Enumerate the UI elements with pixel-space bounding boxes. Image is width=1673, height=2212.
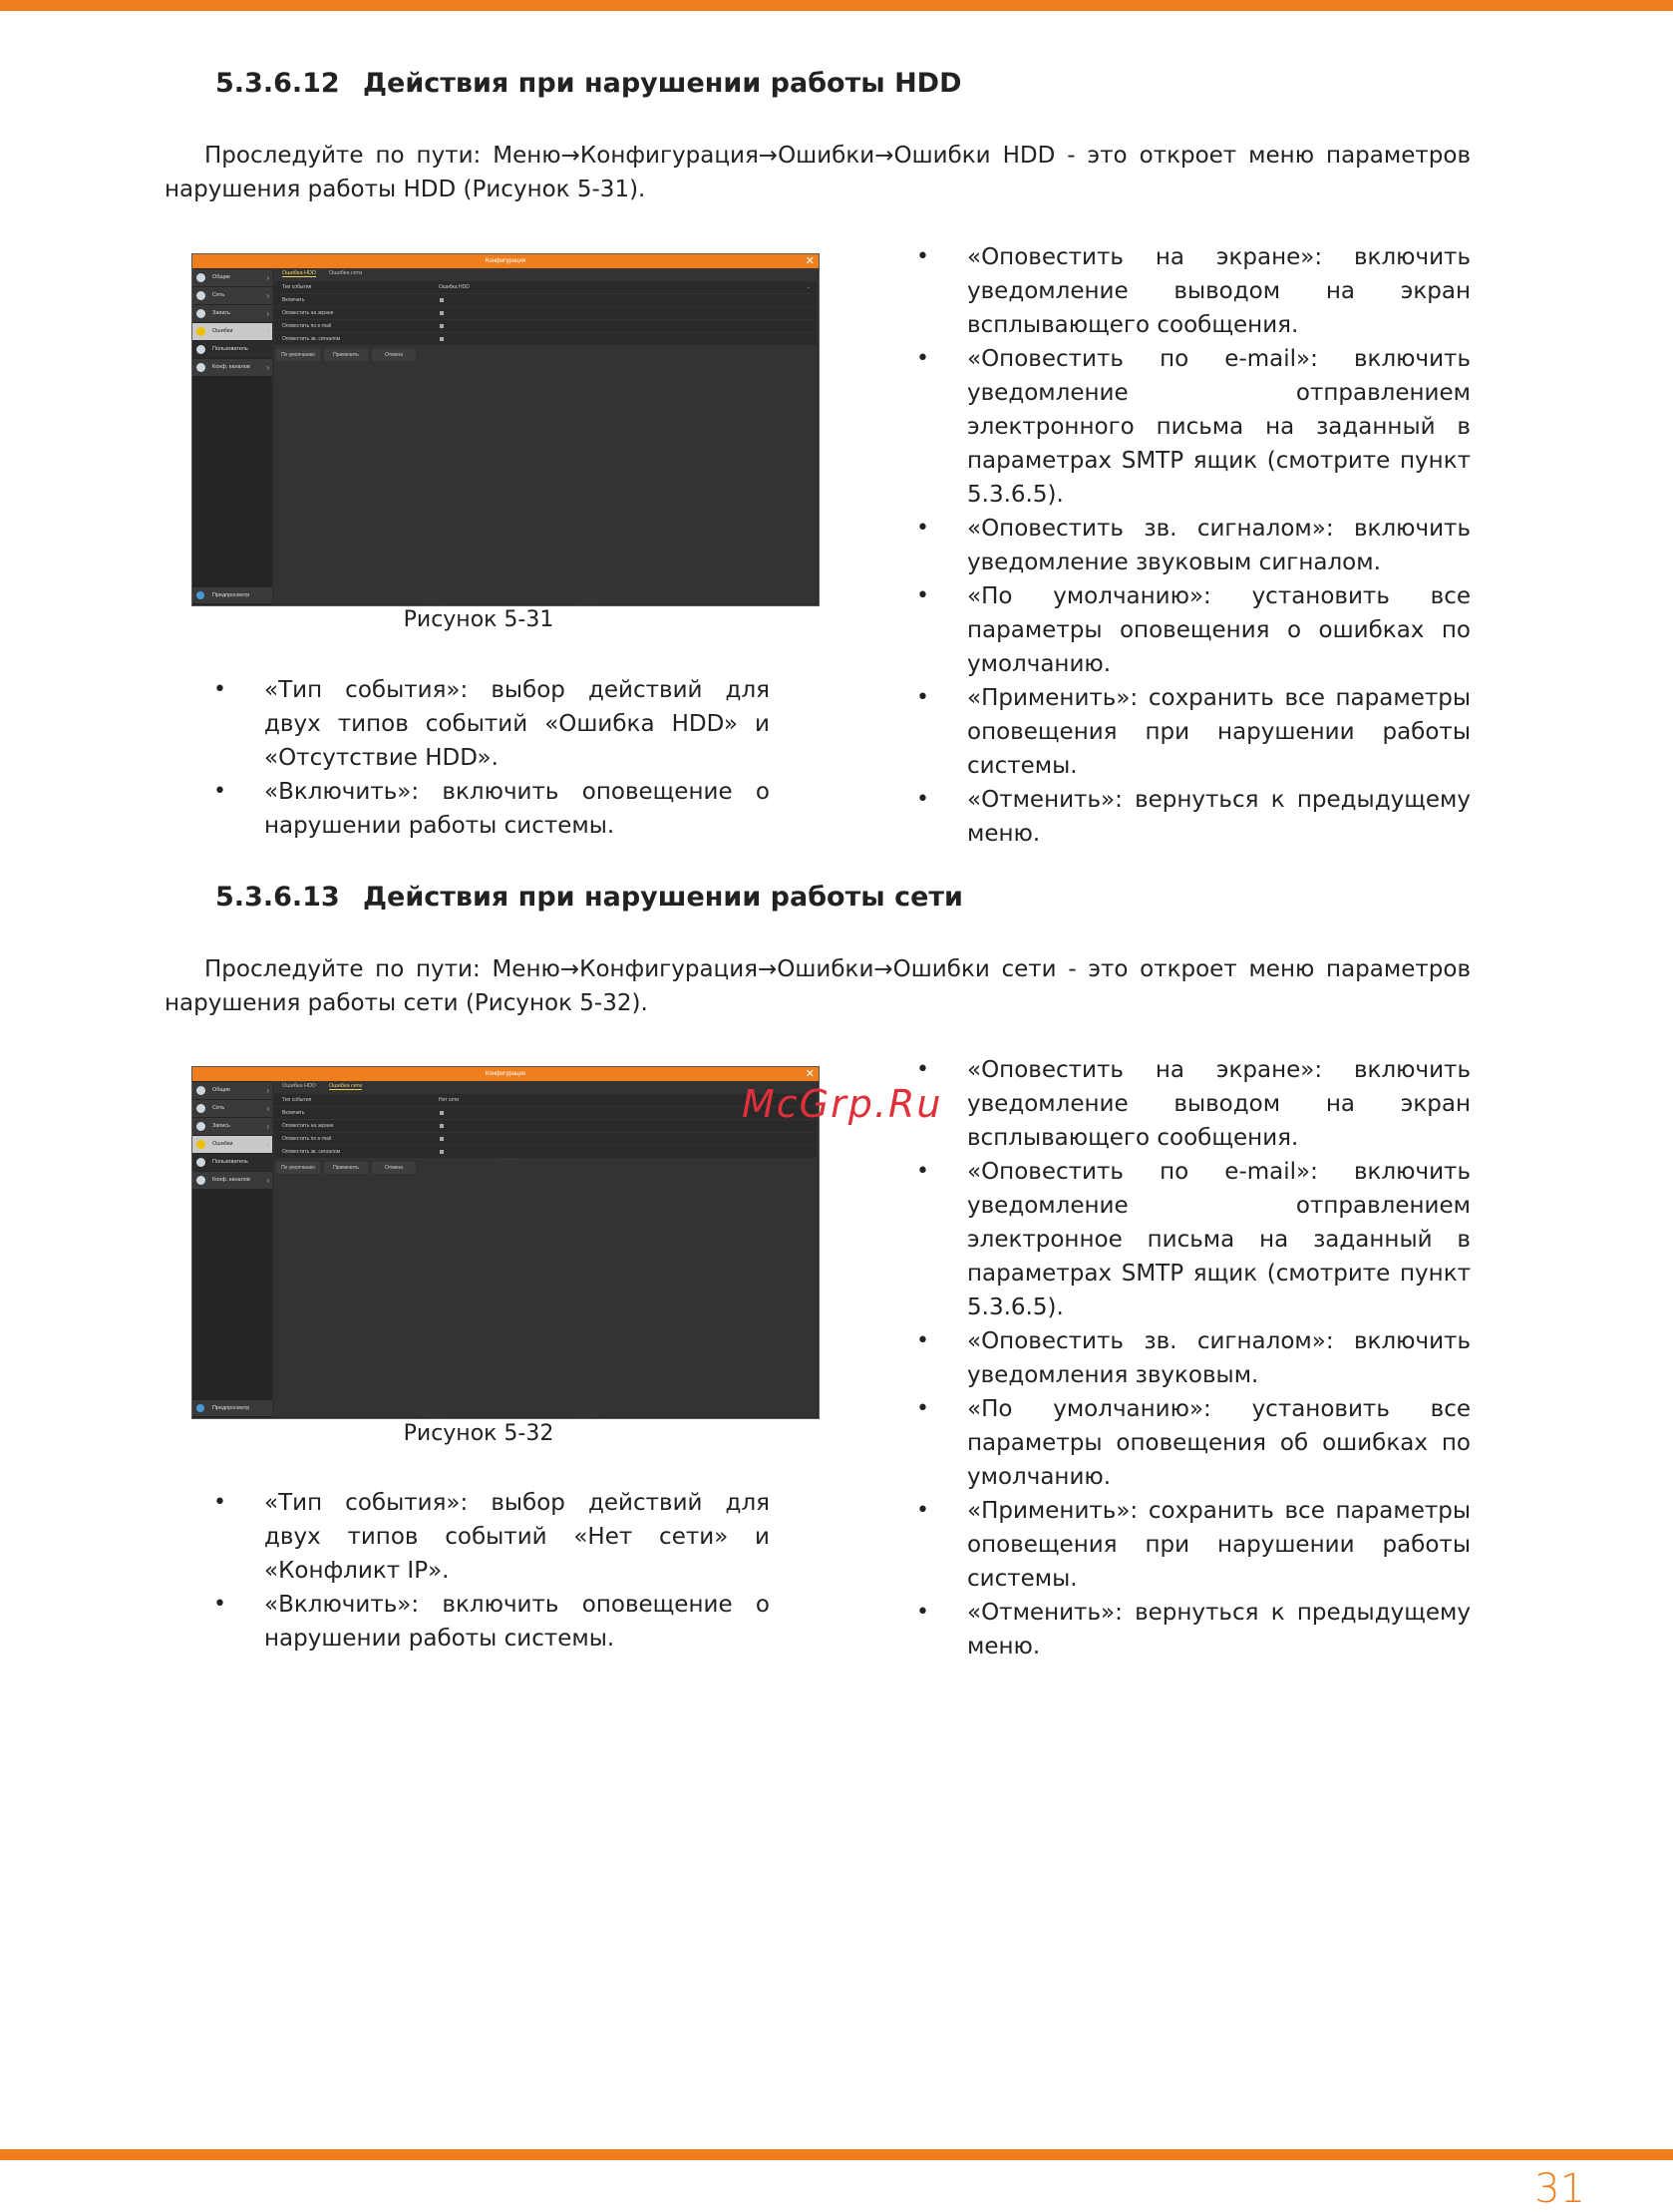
tab-network-error: Ошибка сети	[329, 1083, 363, 1089]
tab-network-error: Ошибка сети	[329, 270, 363, 276]
checkbox	[440, 324, 444, 328]
sidebar-item-label: Общие	[212, 274, 231, 280]
checkbox	[440, 1150, 444, 1154]
row-label: Оповестить зв. сигналом	[282, 1149, 341, 1155]
sidebar-item-label: Конф. каналов	[212, 364, 250, 370]
record-icon	[196, 309, 205, 318]
row-label: Оповестить на экране	[282, 310, 334, 316]
row-label: Включить	[282, 1110, 305, 1116]
background-logo	[332, 336, 687, 606]
sidebar-item-label: Пользователь	[212, 1159, 248, 1165]
row-notify-sound	[274, 333, 817, 345]
checkbox	[440, 337, 444, 341]
sidebar-item-channels	[192, 1172, 272, 1189]
sidebar-item-label: Запись	[212, 1123, 231, 1129]
chevron-right-icon: ›	[266, 1086, 269, 1095]
close-icon: ✕	[805, 1068, 815, 1080]
sidebar-item-network	[192, 1100, 272, 1117]
row-notify-screen	[274, 1120, 817, 1132]
right-bullets-hdd	[914, 240, 1471, 851]
sidebar-item-record	[192, 305, 272, 322]
config-main	[274, 268, 817, 603]
chevron-right-icon: ›	[266, 1140, 269, 1149]
section-number: 5.3.6.13	[215, 882, 340, 913]
channels-icon	[196, 1176, 205, 1185]
list-item: • «По умолчанию»: установить все параметры оповещения о ошибках по умолчанию.	[914, 579, 1471, 681]
list-item: • «Оповестить на экране»: включить уведомление выводом на экран всплывающего сообщения.	[914, 1053, 1471, 1155]
list-item: • «Оповестить по e-mail»: включить уведомление отправлением электронное письма на заданный в параметрах SMTP ящик (смотрите пункт 5.3.6.5).	[914, 1155, 1471, 1324]
checkbox	[440, 298, 444, 302]
cancel-button: Отмена	[372, 349, 416, 361]
default-button: По умолчанию	[276, 349, 320, 361]
row-label: Тип события	[282, 284, 312, 290]
sidebar-item-record	[192, 1118, 272, 1135]
user-icon	[196, 345, 205, 354]
row-label: Включить	[282, 297, 305, 303]
sidebar-preview-label: Предпросмотр	[212, 592, 250, 598]
left-bullets-hdd	[211, 673, 770, 843]
channels-icon	[196, 363, 205, 372]
chevron-right-icon: ›	[266, 291, 269, 300]
sidebar-item-user	[192, 341, 272, 358]
sidebar-preview	[192, 1400, 272, 1416]
row-enable	[274, 1107, 817, 1119]
row-label: Оповестить зв. сигналом	[282, 336, 341, 342]
close-icon: ✕	[805, 255, 815, 267]
sidebar-item-user	[192, 1154, 272, 1171]
sidebar-item-general	[192, 269, 272, 286]
sidebar-preview-label: Предпросмотр	[212, 1405, 250, 1411]
section-title: Действия при нарушении работы сети	[363, 882, 963, 913]
sidebar-preview	[192, 587, 272, 603]
checkbox	[440, 1137, 444, 1141]
page-number: 31	[1534, 2166, 1585, 2212]
row-event-type	[274, 1094, 817, 1106]
list-item: • «Включить»: включить оповещение о нарушении работы системы.	[211, 1588, 770, 1656]
section-number: 5.3.6.12	[215, 68, 340, 99]
background-logo	[332, 1149, 687, 1419]
section-heading-hdd	[215, 68, 962, 99]
cancel-button: Отмена	[372, 1162, 416, 1174]
sidebar-item-label: Ошибки	[212, 328, 233, 334]
sidebar-item-errors	[192, 323, 272, 340]
sidebar-item-network	[192, 287, 272, 304]
list-item: • «Оповестить по e-mail»: включить уведомление отправлением электронного письма на заданный в параметрах SMTP ящик (смотрите пункт 5.3.6.5).	[914, 342, 1471, 512]
preview-icon	[196, 1404, 204, 1412]
checkbox	[440, 311, 444, 315]
sidebar-item-label: Конф. каналов	[212, 1177, 250, 1183]
window-title: Конфигурация	[485, 1071, 526, 1077]
figure-caption-5-31: Рисунок 5-31	[403, 607, 554, 632]
row-label: Оповестить по e-mail	[282, 323, 332, 329]
apply-button: Применить	[324, 349, 368, 361]
chevron-right-icon: ›	[266, 273, 269, 282]
window-title: Конфигурация	[485, 258, 526, 264]
apply-button: Применить	[324, 1162, 368, 1174]
row-label: Тип события	[282, 1097, 312, 1103]
row-notify-screen	[274, 307, 817, 319]
config-sidebar	[192, 268, 272, 605]
intro-text: Проследуйте по пути: Меню→Конфигурация→Ошибки→Ошибки сети - это откроет меню параметров нарушения работы сети (Рисунок 5-32).	[165, 956, 1471, 1016]
row-label: Оповестить на экране	[282, 1123, 334, 1129]
list-item: • «Включить»: включить оповещение о нарушении работы системы.	[211, 775, 770, 843]
intro-paragraph-hdd	[165, 139, 1471, 206]
chevron-right-icon: ›	[266, 1104, 269, 1113]
network-icon	[196, 291, 205, 300]
row-enable	[274, 294, 817, 306]
sidebar-item-label: Запись	[212, 310, 231, 316]
chevron-right-icon: ›	[266, 363, 269, 372]
top-accent-bar	[0, 0, 1673, 11]
section-title: Действия при нарушении работы HDD	[363, 68, 962, 99]
sidebar-item-general	[192, 1082, 272, 1099]
warning-icon	[196, 327, 205, 336]
chevron-right-icon: ›	[266, 327, 269, 336]
warning-icon	[196, 1140, 205, 1149]
list-item: • «Отменить»: вернуться к предыдущему меню.	[914, 783, 1471, 851]
button-row	[274, 349, 817, 363]
sidebar-item-channels	[192, 359, 272, 376]
general-icon	[196, 1086, 205, 1095]
intro-text: Проследуйте по пути: Меню→Конфигурация→Ошибки→Ошибки HDD - это откроет меню параметров нарушения работы HDD (Рисунок 5-31).	[165, 143, 1471, 202]
list-item: • «Применить»: сохранить все параметры оповещения при нарушении работы системы.	[914, 681, 1471, 783]
window-titlebar	[192, 254, 819, 268]
tab-bar	[274, 1081, 817, 1093]
chevron-right-icon: ›	[266, 1176, 269, 1185]
list-item: • «Оповестить на экране»: включить уведомление выводом на экран всплывающего сообщения.	[914, 240, 1471, 342]
sidebar-item-label: Пользователь	[212, 346, 248, 352]
tab-hdd-error: Ошибка HDD	[282, 270, 316, 276]
section-heading-network	[215, 882, 963, 913]
list-item: • «Применить»: сохранить все параметры оповещения при нарушении работы системы.	[914, 1494, 1471, 1596]
event-type-value: Нет сети	[439, 1097, 460, 1103]
left-bullets-network	[211, 1486, 770, 1656]
row-notify-email	[274, 1133, 817, 1145]
list-item: • «Тип события»: выбор действий для двух типов событий «Ошибка HDD» и «Отсутствие HDD».	[211, 673, 770, 775]
window-titlebar	[192, 1067, 819, 1081]
list-item: • «Оповестить зв. сигналом»: включить уведомление звуковым сигналом.	[914, 512, 1471, 579]
list-item: • «Оповестить зв. сигналом»: включить уведомления звуковым.	[914, 1324, 1471, 1392]
config-main	[274, 1081, 817, 1416]
figure-caption-5-32: Рисунок 5-32	[403, 1421, 554, 1446]
intro-paragraph-network	[165, 952, 1471, 1020]
general-icon	[196, 273, 205, 282]
row-label: Оповестить по e-mail	[282, 1136, 332, 1142]
user-icon	[196, 1158, 205, 1167]
checkbox	[440, 1111, 444, 1115]
figure-5-31-screenshot	[191, 253, 820, 606]
sidebar-item-label: Общие	[212, 1087, 231, 1093]
tab-hdd-error: Ошибка HDD	[282, 1083, 316, 1089]
sidebar-item-label: Сеть	[212, 1105, 225, 1111]
chevron-down-icon: ⌄	[806, 284, 811, 290]
row-notify-email	[274, 320, 817, 332]
event-type-value: Ошибка HDD	[439, 284, 470, 290]
default-button: По умолчанию	[276, 1162, 320, 1174]
chevron-right-icon: ›	[266, 1122, 269, 1131]
sidebar-item-errors	[192, 1136, 272, 1153]
row-notify-sound	[274, 1146, 817, 1158]
right-bullets-network	[914, 1053, 1471, 1663]
bottom-accent-bar	[0, 2149, 1673, 2160]
checkbox	[440, 1124, 444, 1128]
sidebar-item-label: Сеть	[212, 292, 225, 298]
button-row	[274, 1162, 817, 1176]
tab-bar	[274, 268, 817, 280]
list-item: • «Тип события»: выбор действий для двух типов событий «Нет сети» и «Конфликт IP».	[211, 1486, 770, 1588]
watermark: McGrp.Ru	[742, 1082, 943, 1126]
list-item: • «Отменить»: вернуться к предыдущему меню.	[914, 1596, 1471, 1663]
record-icon	[196, 1122, 205, 1131]
chevron-right-icon: ›	[266, 309, 269, 318]
sidebar-item-label: Ошибки	[212, 1141, 233, 1147]
list-item: • «По умолчанию»: установить все параметры оповещения об ошибках по умолчанию.	[914, 1392, 1471, 1494]
preview-icon	[196, 591, 204, 599]
figure-5-32-screenshot	[191, 1066, 820, 1419]
row-event-type	[274, 281, 817, 293]
config-sidebar	[192, 1081, 272, 1418]
network-icon	[196, 1104, 205, 1113]
